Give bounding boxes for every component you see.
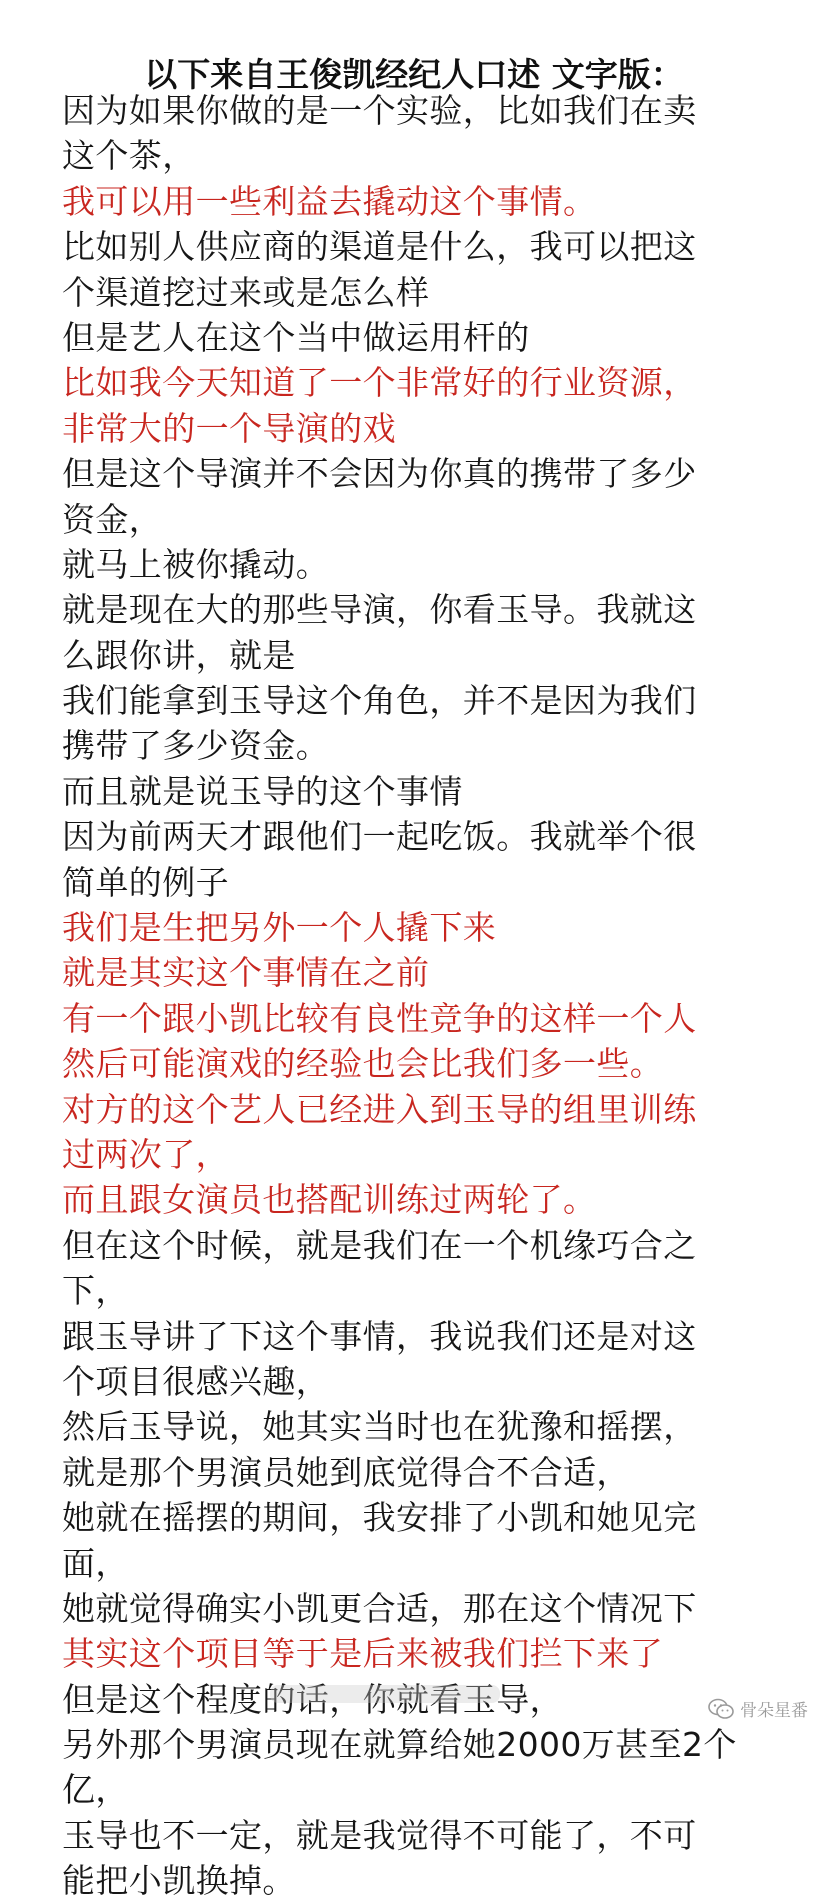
text-line: 因为如果你做的是一个实验，比如我们在卖 — [62, 91, 697, 130]
text-line: 她就觉得确实小凯更合适，那在这个情况下 — [62, 1588, 697, 1628]
text-line: 亿， — [62, 1770, 129, 1810]
highlighted-text-line: 然后可能演戏的经验也会比我们多一些。 — [62, 1044, 664, 1084]
text-line: 么跟你讲，就是 — [62, 635, 296, 675]
text-line: 但是这个导演并不会因为你真的携带了多少 — [62, 454, 697, 494]
text-line: 另外那个男演员现在就算给她2000万甚至2个 — [62, 1725, 737, 1765]
text-line: 个项目很感兴趣， — [62, 1361, 330, 1401]
wechat-icon — [708, 1698, 734, 1720]
highlighted-text-line: 而且跟女演员也搭配训练过两轮了。 — [62, 1180, 597, 1220]
blurred-region — [270, 1685, 500, 1703]
document-title: 以下来自王俊凯经纪人口述 文字版： — [144, 55, 684, 94]
text-line: 就是现在大的那些导演，你看玉导。我就这 — [62, 590, 697, 630]
text-line: 因为前两天才跟他们一起吃饭。我就举个很 — [62, 817, 697, 857]
text-line: 就马上被你撬动。 — [62, 544, 330, 584]
text-line: 下， — [62, 1271, 129, 1311]
watermark-text: 骨朵星番 — [740, 1701, 808, 1721]
highlighted-text-line: 其实这个项目等于是后来被我们拦下来了 — [62, 1634, 664, 1674]
highlighted-text-line: 我可以用一些利益去撬动这个事情。 — [62, 181, 597, 221]
text-line: 但是艺人在这个当中做运用杆的 — [62, 317, 530, 357]
text-line: 面， — [62, 1543, 129, 1583]
text-line: 她就在摇摆的期间，我安排了小凯和她见完 — [62, 1498, 697, 1538]
text-line: 这个茶， — [62, 136, 196, 176]
highlighted-text-line: 比如我今天知道了一个非常好的行业资源， — [62, 363, 697, 403]
text-line: 我们能拿到玉导这个角色，并不是因为我们 — [62, 681, 697, 721]
highlighted-text-line: 有一个跟小凯比较有良性竞争的这样一个人 — [62, 998, 697, 1038]
highlighted-text-line: 我们是生把另外一个人撬下来 — [62, 908, 497, 948]
text-line: 但在这个时候，就是我们在一个机缘巧合之 — [62, 1225, 697, 1265]
text-line: 然后玉导说，她其实当时也在犹豫和摇摆， — [62, 1407, 697, 1447]
text-line: 资金， — [62, 499, 163, 539]
watermark — [708, 1696, 808, 1721]
highlighted-text-line: 对方的这个艺人已经进入到玉导的组里训练 — [62, 1089, 697, 1129]
highlighted-text-line: 就是其实这个事情在之前 — [62, 953, 430, 993]
text-line: 但是这个程度的话，你就看玉导， — [62, 1679, 563, 1719]
text-line: 能把小凯换掉。 — [62, 1861, 296, 1901]
text-line: 就是那个男演员她到底觉得合不合适， — [62, 1452, 630, 1492]
text-line: 携带了多少资金。 — [62, 726, 330, 766]
text-lines — [62, 88, 822, 1904]
highlighted-text-line: 非常大的一个导演的戏 — [62, 408, 396, 448]
highlighted-text-line: 过两次了， — [62, 1134, 229, 1174]
text-line: 个渠道挖过来或是怎么样 — [62, 272, 430, 312]
text-line: 简单的例子 — [62, 862, 229, 902]
text-line: 比如别人供应商的渠道是什么，我可以把这 — [62, 227, 697, 267]
text-line: 而且就是说玉导的这个事情 — [62, 771, 463, 811]
text-line: 跟玉导讲了下这个事情，我说我们还是对这 — [62, 1316, 697, 1356]
text-line: 玉导也不一定，就是我觉得不可能了，不可 — [62, 1815, 697, 1855]
